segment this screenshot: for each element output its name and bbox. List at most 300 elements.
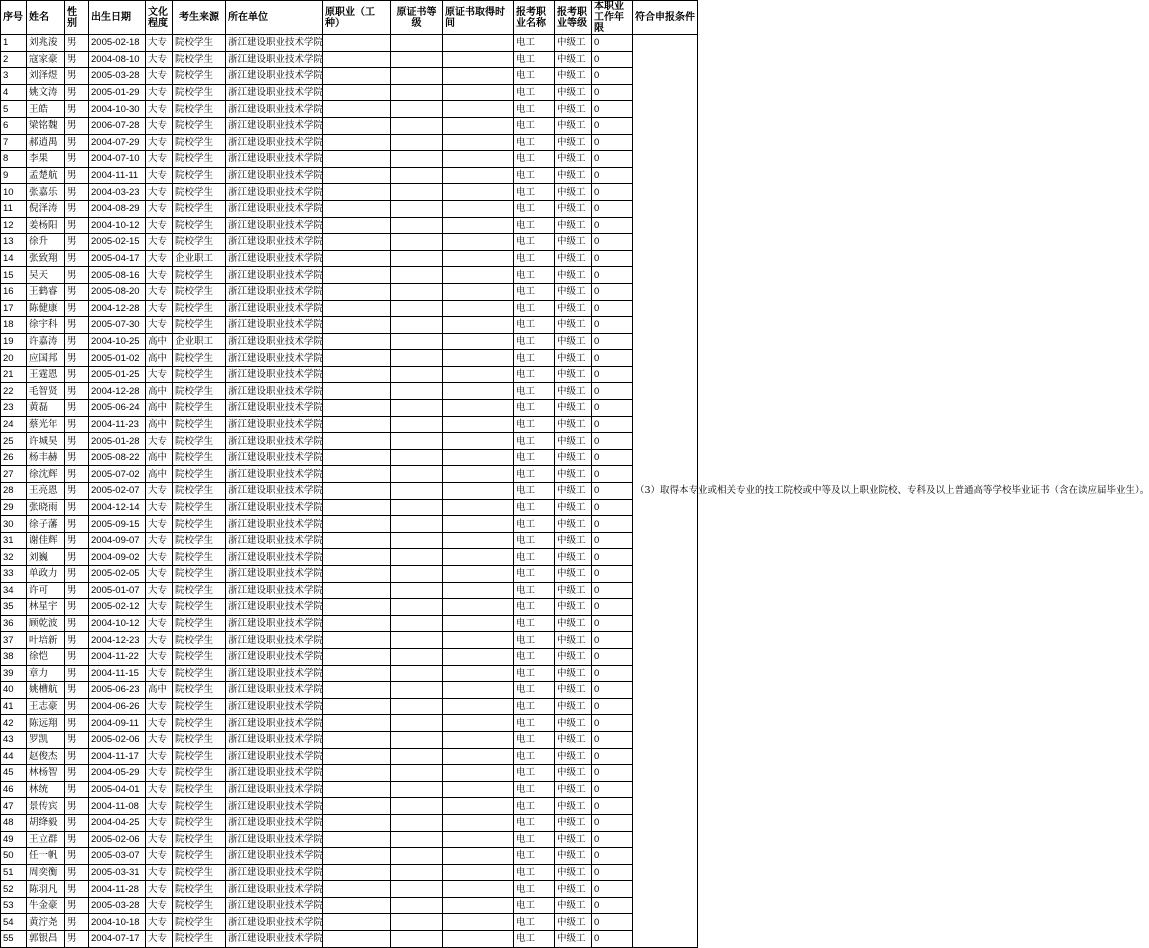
- cell-education: 大专: [146, 831, 173, 848]
- cell-seq: 3: [1, 68, 27, 85]
- cell-education: 大专: [146, 715, 173, 732]
- cell-original-cert-time: [443, 466, 514, 483]
- cell-original-cert-level: [391, 84, 443, 101]
- cell-apply-job: 电工: [514, 532, 555, 549]
- cell-name: 王皓: [27, 101, 65, 118]
- cell-unit: 浙江建设职业技术学院: [226, 499, 323, 516]
- cell-original-cert-time: [443, 449, 514, 466]
- cell-work-years: 0: [592, 599, 633, 616]
- cell-apply-level: 中级工: [555, 615, 592, 632]
- cell-original-cert-level: [391, 682, 443, 699]
- table-row: [1, 217, 698, 234]
- cell-name: 徐子藩: [27, 516, 65, 533]
- cell-original-cert-level: [391, 599, 443, 616]
- cell-education: 大专: [146, 267, 173, 284]
- table-row: [1, 333, 698, 350]
- cell-apply-level: 中级工: [555, 333, 592, 350]
- cell-apply-job: 电工: [514, 615, 555, 632]
- cell-gender: 男: [65, 914, 89, 931]
- cell-dob: 2004-08-29: [89, 200, 146, 217]
- cell-education: 大专: [146, 931, 173, 948]
- cell-name: 徐升: [27, 234, 65, 251]
- cell-name: 谢佳辉: [27, 532, 65, 549]
- cell-original-cert-time: [443, 715, 514, 732]
- cell-apply-job: 电工: [514, 449, 555, 466]
- cell-gender: 男: [65, 532, 89, 549]
- cell-name: 李果: [27, 151, 65, 168]
- cell-gender: 男: [65, 217, 89, 234]
- header-original-job: 原职业（工种）: [323, 1, 391, 35]
- cell-gender: 男: [65, 35, 89, 52]
- cell-seq: 5: [1, 101, 27, 118]
- table-row: [1, 731, 698, 748]
- cell-education: 大专: [146, 200, 173, 217]
- cell-unit: 浙江建设职业技术学院: [226, 615, 323, 632]
- cell-apply-job: 电工: [514, 765, 555, 782]
- cell-original-cert-level: [391, 35, 443, 52]
- cell-gender: 男: [65, 51, 89, 68]
- cell-source: 院校学生: [173, 35, 226, 52]
- cell-work-years: 0: [592, 532, 633, 549]
- cell-unit: 浙江建设职业技术学院: [226, 665, 323, 682]
- cell-original-cert-time: [443, 798, 514, 815]
- cell-education: 大专: [146, 35, 173, 52]
- cell-original-cert-time: [443, 698, 514, 715]
- cell-work-years: 0: [592, 615, 633, 632]
- table-row: [1, 117, 698, 134]
- cell-gender: 男: [65, 881, 89, 898]
- cell-apply-level: 中级工: [555, 383, 592, 400]
- cell-seq: 54: [1, 914, 27, 931]
- cell-work-years: 0: [592, 350, 633, 367]
- cell-unit: 浙江建设职业技术学院: [226, 516, 323, 533]
- cell-original-cert-time: [443, 582, 514, 599]
- cell-source: 院校学生: [173, 317, 226, 334]
- cell-original-job: [323, 499, 391, 516]
- cell-source: 院校学生: [173, 599, 226, 616]
- cell-unit: 浙江建设职业技术学院: [226, 648, 323, 665]
- cell-education: 大专: [146, 134, 173, 151]
- cell-name: 徐沈辉: [27, 466, 65, 483]
- cell-gender: 男: [65, 566, 89, 583]
- cell-original-cert-time: [443, 433, 514, 450]
- cell-education: 大专: [146, 615, 173, 632]
- cell-original-cert-level: [391, 68, 443, 85]
- cell-seq: 2: [1, 51, 27, 68]
- cell-apply-level: 中级工: [555, 748, 592, 765]
- cell-original-cert-level: [391, 416, 443, 433]
- cell-source: 院校学生: [173, 366, 226, 383]
- cell-gender: 男: [65, 549, 89, 566]
- cell-work-years: 0: [592, 549, 633, 566]
- cell-seq: 40: [1, 682, 27, 699]
- cell-name: 胡绛毅: [27, 814, 65, 831]
- cell-name: 黄泞尧: [27, 914, 65, 931]
- cell-name: 景传宾: [27, 798, 65, 815]
- cell-source: 院校学生: [173, 864, 226, 881]
- cell-original-cert-level: [391, 483, 443, 500]
- cell-seq: 14: [1, 250, 27, 267]
- cell-gender: 男: [65, 682, 89, 699]
- table-row: [1, 765, 698, 782]
- cell-original-cert-time: [443, 317, 514, 334]
- cell-gender: 男: [65, 698, 89, 715]
- header-original-cert-time: 原证书取得时间: [443, 1, 514, 35]
- cell-dob: 2005-03-31: [89, 864, 146, 881]
- table-row: [1, 781, 698, 798]
- cell-apply-job: 电工: [514, 798, 555, 815]
- cell-original-job: [323, 566, 391, 583]
- cell-unit: 浙江建设职业技术学院: [226, 383, 323, 400]
- cell-original-job: [323, 184, 391, 201]
- cell-source: 院校学生: [173, 499, 226, 516]
- cell-original-cert-level: [391, 184, 443, 201]
- cell-original-cert-level: [391, 101, 443, 118]
- cell-seq: 51: [1, 864, 27, 881]
- cell-seq: 46: [1, 781, 27, 798]
- cell-education: 大专: [146, 300, 173, 317]
- cell-original-cert-level: [391, 831, 443, 848]
- cell-unit: 浙江建设职业技术学院: [226, 715, 323, 732]
- cell-seq: 41: [1, 698, 27, 715]
- cell-dob: 2005-03-28: [89, 897, 146, 914]
- cell-original-cert-level: [391, 914, 443, 931]
- cell-original-cert-time: [443, 599, 514, 616]
- table-row: [1, 366, 698, 383]
- cell-apply-level: 中级工: [555, 466, 592, 483]
- cell-gender: 男: [65, 283, 89, 300]
- table-row: [1, 51, 698, 68]
- cell-original-job: [323, 715, 391, 732]
- cell-unit: 浙江建设职业技术学院: [226, 35, 323, 52]
- table-row: [1, 84, 698, 101]
- cell-work-years: 0: [592, 682, 633, 699]
- cell-name: 郭银昌: [27, 931, 65, 948]
- cell-apply-level: 中级工: [555, 931, 592, 948]
- cell-dob: 2004-07-10: [89, 151, 146, 168]
- cell-dob: 2005-02-06: [89, 731, 146, 748]
- cell-education: 大专: [146, 283, 173, 300]
- cell-dob: 2005-01-07: [89, 582, 146, 599]
- cell-original-cert-time: [443, 84, 514, 101]
- cell-dob: 2004-10-30: [89, 101, 146, 118]
- cell-apply-job: 电工: [514, 35, 555, 52]
- cell-education: 大专: [146, 516, 173, 533]
- cell-original-job: [323, 51, 391, 68]
- cell-gender: 男: [65, 897, 89, 914]
- cell-apply-level: 中级工: [555, 217, 592, 234]
- cell-apply-level: 中级工: [555, 184, 592, 201]
- cell-original-cert-time: [443, 51, 514, 68]
- cell-original-cert-level: [391, 532, 443, 549]
- cell-name: 蔡光年: [27, 416, 65, 433]
- cell-work-years: 0: [592, 383, 633, 400]
- cell-original-cert-level: [391, 931, 443, 948]
- header-condition: 符合申报条件: [633, 1, 698, 35]
- cell-name: 许嘉涛: [27, 333, 65, 350]
- cell-apply-level: 中级工: [555, 499, 592, 516]
- cell-work-years: 0: [592, 300, 633, 317]
- cell-name: 刘泽煜: [27, 68, 65, 85]
- table-row: [1, 234, 698, 251]
- cell-original-cert-level: [391, 283, 443, 300]
- cell-seq: 16: [1, 283, 27, 300]
- cell-apply-level: 中级工: [555, 134, 592, 151]
- cell-unit: 浙江建设职业技术学院: [226, 698, 323, 715]
- cell-apply-level: 中级工: [555, 731, 592, 748]
- cell-original-job: [323, 748, 391, 765]
- cell-unit: 浙江建设职业技术学院: [226, 881, 323, 898]
- header-name: 姓名: [27, 1, 65, 35]
- table-row: [1, 383, 698, 400]
- cell-seq: 12: [1, 217, 27, 234]
- cell-dob: 2005-08-22: [89, 449, 146, 466]
- cell-apply-level: 中级工: [555, 84, 592, 101]
- cell-name: 张致翔: [27, 250, 65, 267]
- cell-gender: 男: [65, 615, 89, 632]
- table-row: [1, 566, 698, 583]
- cell-education: 大专: [146, 151, 173, 168]
- cell-dob: 2004-11-08: [89, 798, 146, 815]
- cell-original-cert-time: [443, 250, 514, 267]
- cell-seq: 39: [1, 665, 27, 682]
- cell-work-years: 0: [592, 184, 633, 201]
- cell-apply-level: 中级工: [555, 234, 592, 251]
- cell-education: 大专: [146, 864, 173, 881]
- cell-original-job: [323, 317, 391, 334]
- cell-original-cert-level: [391, 731, 443, 748]
- cell-education: 大专: [146, 798, 173, 815]
- cell-unit: 浙江建设职业技术学院: [226, 333, 323, 350]
- cell-apply-job: 电工: [514, 283, 555, 300]
- cell-apply-level: 中级工: [555, 101, 592, 118]
- cell-original-cert-time: [443, 416, 514, 433]
- cell-original-cert-level: [391, 433, 443, 450]
- cell-apply-job: 电工: [514, 566, 555, 583]
- cell-seq: 43: [1, 731, 27, 748]
- cell-original-job: [323, 648, 391, 665]
- cell-gender: 男: [65, 167, 89, 184]
- cell-apply-level: 中级工: [555, 283, 592, 300]
- cell-gender: 男: [65, 499, 89, 516]
- cell-source: 院校学生: [173, 582, 226, 599]
- cell-original-cert-time: [443, 632, 514, 649]
- cell-original-job: [323, 914, 391, 931]
- cell-name: 毛智贤: [27, 383, 65, 400]
- cell-work-years: 0: [592, 134, 633, 151]
- cell-education: 大专: [146, 51, 173, 68]
- table-row: [1, 648, 698, 665]
- cell-work-years: 0: [592, 848, 633, 865]
- cell-gender: 男: [65, 383, 89, 400]
- cell-unit: 浙江建设职业技术学院: [226, 931, 323, 948]
- cell-gender: 男: [65, 350, 89, 367]
- cell-unit: 浙江建设职业技术学院: [226, 317, 323, 334]
- cell-name: 赵俊杰: [27, 748, 65, 765]
- cell-apply-job: 电工: [514, 167, 555, 184]
- cell-work-years: 0: [592, 117, 633, 134]
- cell-unit: 浙江建设职业技术学院: [226, 582, 323, 599]
- cell-seq: 44: [1, 748, 27, 765]
- cell-seq: 1: [1, 35, 27, 52]
- cell-apply-level: 中级工: [555, 51, 592, 68]
- cell-original-cert-time: [443, 781, 514, 798]
- cell-original-cert-level: [391, 151, 443, 168]
- cell-name: 单政力: [27, 566, 65, 583]
- cell-original-job: [323, 532, 391, 549]
- cell-apply-job: 电工: [514, 184, 555, 201]
- cell-source: 院校学生: [173, 748, 226, 765]
- cell-seq: 24: [1, 416, 27, 433]
- cell-gender: 男: [65, 665, 89, 682]
- cell-source: 院校学生: [173, 267, 226, 284]
- header-apply-level: 报考职业等级: [555, 1, 592, 35]
- table-row: [1, 582, 698, 599]
- cell-unit: 浙江建设职业技术学院: [226, 350, 323, 367]
- cell-name: 张嘉乐: [27, 184, 65, 201]
- cell-education: 大专: [146, 731, 173, 748]
- cell-work-years: 0: [592, 466, 633, 483]
- table-row: [1, 698, 698, 715]
- cell-work-years: 0: [592, 648, 633, 665]
- cell-education: 高中: [146, 333, 173, 350]
- cell-apply-level: 中级工: [555, 881, 592, 898]
- cell-seq: 23: [1, 400, 27, 417]
- cell-education: 大专: [146, 848, 173, 865]
- cell-original-cert-level: [391, 698, 443, 715]
- cell-original-job: [323, 698, 391, 715]
- cell-seq: 35: [1, 599, 27, 616]
- cell-source: 院校学生: [173, 300, 226, 317]
- cell-seq: 19: [1, 333, 27, 350]
- cell-apply-job: 电工: [514, 781, 555, 798]
- table-row: [1, 350, 698, 367]
- cell-original-cert-level: [391, 217, 443, 234]
- table-row: [1, 682, 698, 699]
- cell-apply-job: 电工: [514, 250, 555, 267]
- cell-dob: 2004-11-28: [89, 881, 146, 898]
- cell-original-job: [323, 300, 391, 317]
- cell-unit: 浙江建设职业技术学院: [226, 184, 323, 201]
- cell-work-years: 0: [592, 200, 633, 217]
- cell-dob: 2004-11-17: [89, 748, 146, 765]
- cell-source: 企业职工: [173, 333, 226, 350]
- table-row: [1, 864, 698, 881]
- cell-education: 高中: [146, 682, 173, 699]
- cell-unit: 浙江建设职业技术学院: [226, 101, 323, 118]
- cell-original-cert-level: [391, 200, 443, 217]
- cell-original-cert-level: [391, 897, 443, 914]
- cell-seq: 29: [1, 499, 27, 516]
- cell-original-cert-time: [443, 267, 514, 284]
- table-body: [1, 35, 1149, 948]
- cell-gender: 男: [65, 466, 89, 483]
- cell-seq: 8: [1, 151, 27, 168]
- cell-dob: 2005-02-06: [89, 831, 146, 848]
- cell-apply-job: 电工: [514, 84, 555, 101]
- cell-work-years: 0: [592, 814, 633, 831]
- cell-apply-level: 中级工: [555, 400, 592, 417]
- cell-dob: 2005-09-15: [89, 516, 146, 533]
- cell-gender: 男: [65, 134, 89, 151]
- cell-original-cert-time: [443, 848, 514, 865]
- cell-apply-job: 电工: [514, 897, 555, 914]
- cell-name: 顾乾波: [27, 615, 65, 632]
- cell-apply-job: 电工: [514, 300, 555, 317]
- cell-work-years: 0: [592, 897, 633, 914]
- cell-source: 院校学生: [173, 167, 226, 184]
- cell-unit: 浙江建设职业技术学院: [226, 914, 323, 931]
- cell-unit: 浙江建设职业技术学院: [226, 200, 323, 217]
- cell-source: 院校学生: [173, 383, 226, 400]
- cell-original-cert-level: [391, 615, 443, 632]
- cell-original-cert-time: [443, 881, 514, 898]
- cell-apply-job: 电工: [514, 134, 555, 151]
- cell-name: 杨丰赫: [27, 449, 65, 466]
- cell-gender: 男: [65, 151, 89, 168]
- cell-apply-job: 电工: [514, 682, 555, 699]
- cell-work-years: 0: [592, 632, 633, 649]
- cell-unit: 浙江建设职业技术学院: [226, 366, 323, 383]
- cell-work-years: 0: [592, 400, 633, 417]
- cell-source: 院校学生: [173, 400, 226, 417]
- cell-dob: 2004-03-23: [89, 184, 146, 201]
- cell-original-cert-time: [443, 35, 514, 52]
- table-row: [1, 615, 698, 632]
- cell-work-years: 0: [592, 765, 633, 782]
- cell-original-cert-level: [391, 648, 443, 665]
- cell-education: 大专: [146, 897, 173, 914]
- table-row: [1, 914, 698, 931]
- cell-work-years: 0: [592, 167, 633, 184]
- cell-education: 大专: [146, 632, 173, 649]
- cell-original-cert-level: [391, 234, 443, 251]
- cell-apply-level: 中级工: [555, 582, 592, 599]
- cell-original-cert-time: [443, 283, 514, 300]
- cell-name: 罗凯: [27, 731, 65, 748]
- cell-original-job: [323, 200, 391, 217]
- cell-gender: 男: [65, 748, 89, 765]
- cell-dob: 2005-01-29: [89, 84, 146, 101]
- cell-original-job: [323, 250, 391, 267]
- table-row: [1, 897, 698, 914]
- cell-original-job: [323, 864, 391, 881]
- cell-work-years: 0: [592, 51, 633, 68]
- cell-education: 大专: [146, 101, 173, 118]
- cell-education: 大专: [146, 483, 173, 500]
- cell-unit: 浙江建设职业技术学院: [226, 599, 323, 616]
- cell-education: 大专: [146, 582, 173, 599]
- cell-work-years: 0: [592, 731, 633, 748]
- cell-source: 院校学生: [173, 897, 226, 914]
- cell-unit: 浙江建设职业技术学院: [226, 134, 323, 151]
- cell-work-years: 0: [592, 582, 633, 599]
- cell-apply-job: 电工: [514, 200, 555, 217]
- cell-work-years: 0: [592, 267, 633, 284]
- cell-original-job: [323, 682, 391, 699]
- cell-original-job: [323, 814, 391, 831]
- cell-gender: 男: [65, 117, 89, 134]
- cell-education: 大专: [146, 68, 173, 85]
- table-row: [1, 549, 698, 566]
- cell-dob: 2004-09-07: [89, 532, 146, 549]
- cell-apply-job: 电工: [514, 383, 555, 400]
- cell-original-cert-time: [443, 134, 514, 151]
- header-original-cert-level: 原证书等级: [391, 1, 443, 35]
- cell-apply-level: 中级工: [555, 433, 592, 450]
- cell-gender: 男: [65, 798, 89, 815]
- cell-name: 姚文涛: [27, 84, 65, 101]
